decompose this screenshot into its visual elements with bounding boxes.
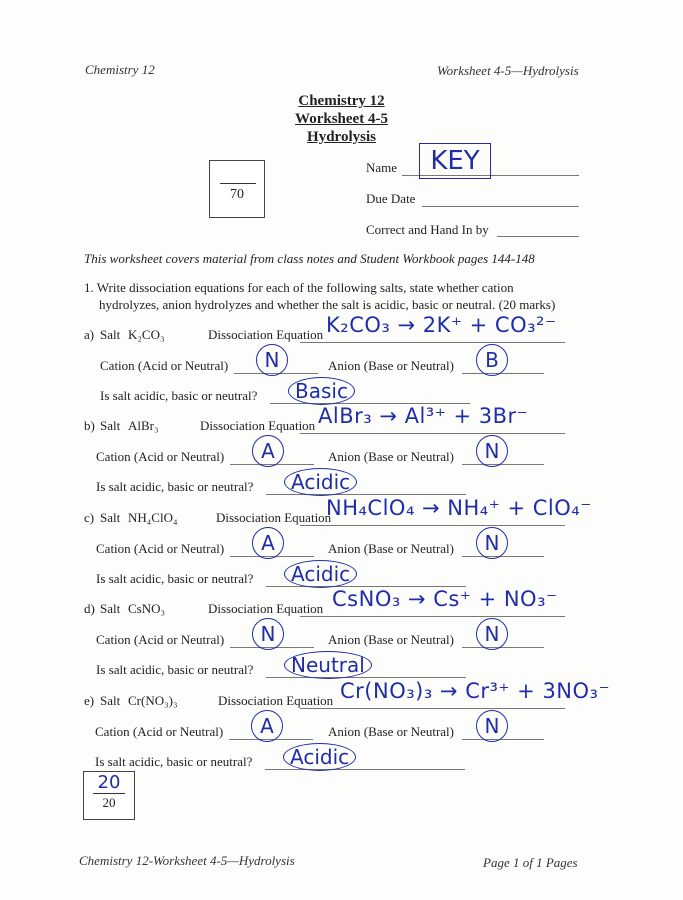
salt-label: Salt [100, 601, 121, 616]
intro-text: This worksheet covers material from class notes and Student Workbook pages 144-148 [84, 251, 535, 266]
cation-label: Cation (Acid or Neutral) [100, 358, 229, 373]
nature-label: Is salt acidic, basic or neutral? [96, 571, 254, 586]
header-right: Worksheet 4-5—Hydrolysis [437, 63, 579, 78]
nature-label: Is salt acidic, basic or neutral? [100, 388, 258, 403]
section-score-total: 20 [102, 795, 116, 810]
salt-formula: CsNO₃ [128, 601, 166, 616]
nature-label: Is salt acidic, basic or neutral? [95, 754, 253, 769]
nature-answer: Acidic [284, 560, 357, 588]
question-line-1: 1. Write dissociation equations for each of the following salts, state whether cation [84, 280, 514, 295]
dissociation-answer: CsNO₃ → Cs⁺ + NO₃⁻ [332, 587, 558, 611]
anion-label: Anion (Base or Neutral) [328, 632, 454, 647]
dissociation-field[interactable] [300, 616, 565, 617]
anion-field[interactable] [462, 647, 544, 648]
dissociation-field[interactable] [300, 525, 565, 526]
anion-label: Anion (Base or Neutral) [328, 449, 454, 464]
cation-answer: A [252, 527, 284, 559]
item-letter: b) [84, 418, 95, 433]
hand-in-label: Correct and Hand In by [366, 222, 489, 237]
name-label: Name [366, 160, 398, 175]
dissociation-label: Dissociation Equation [216, 510, 332, 525]
section-score-earned: 20 [97, 772, 121, 793]
dissociation-answer: AlBr₃ → Al³⁺ + 3Br⁻ [318, 404, 529, 428]
dissociation-field[interactable] [300, 342, 565, 343]
anion-answer: N [476, 435, 508, 467]
footer-right: Page 1 of 1 Pages [483, 855, 578, 870]
cation-answer: A [251, 710, 283, 742]
anion-field[interactable] [462, 556, 544, 557]
nature-field[interactable] [265, 769, 465, 770]
nature-field[interactable] [266, 677, 466, 678]
salt-formula: K₂CO₃ [128, 327, 165, 342]
anion-answer: B [476, 344, 508, 376]
section-score-divider [93, 793, 125, 794]
anion-field[interactable] [462, 373, 544, 374]
salt-label: Salt [100, 418, 121, 433]
anion-label: Anion (Base or Neutral) [328, 724, 454, 739]
title-course: Chemistry 12 [298, 93, 385, 109]
title-topic: Hydrolysis [307, 129, 376, 145]
score-divider [220, 183, 256, 184]
nature-field[interactable] [266, 494, 466, 495]
anion-answer: N [476, 527, 508, 559]
cation-answer: N [252, 618, 284, 650]
footer-left: Chemistry 12-Worksheet 4-5—Hydrolysis [79, 853, 295, 868]
cation-answer: N [256, 344, 288, 376]
hand-in-field[interactable] [497, 236, 579, 237]
salt-label: Salt [100, 510, 121, 525]
cation-answer: A [252, 435, 284, 467]
salt-label: Salt [100, 693, 121, 708]
dissociation-field[interactable] [300, 433, 565, 434]
nature-answer: Acidic [283, 743, 356, 771]
cation-label: Cation (Acid or Neutral) [96, 541, 225, 556]
total-score-box [209, 160, 265, 218]
dissociation-label: Dissociation Equation [208, 327, 324, 342]
total-score-denominator: 70 [230, 187, 244, 202]
anion-field[interactable] [462, 464, 544, 465]
item-letter: d) [84, 601, 95, 616]
anion-label: Anion (Base or Neutral) [328, 358, 454, 373]
header-left: Chemistry 12 [85, 62, 155, 77]
section-score-box [83, 771, 135, 820]
due-date-field[interactable] [422, 206, 579, 207]
nature-answer: Neutral [284, 651, 372, 679]
cation-label: Cation (Acid or Neutral) [96, 449, 225, 464]
salt-formula: Cr(NO₃)₃ [128, 693, 178, 708]
name-value: KEY [419, 143, 491, 179]
dissociation-answer: K₂CO₃ → 2K⁺ + CO₃²⁻ [326, 313, 557, 337]
dissociation-label: Dissociation Equation [208, 601, 324, 616]
anion-answer: N [476, 618, 508, 650]
cation-label: Cation (Acid or Neutral) [95, 724, 224, 739]
title-worksheet: Worksheet 4-5 [295, 111, 388, 127]
dissociation-answer: NH₄ClO₄ → NH₄⁺ + ClO₄⁻ [326, 496, 592, 520]
dissociation-answer: Cr(NO₃)₃ → Cr³⁺ + 3NO₃⁻ [340, 679, 611, 703]
item-letter: c) [84, 510, 95, 525]
due-date-label: Due Date [366, 191, 416, 206]
item-letter: a) [84, 327, 95, 342]
salt-formula: AlBr₃ [128, 418, 159, 433]
nature-label: Is salt acidic, basic or neutral? [96, 662, 254, 677]
dissociation-label: Dissociation Equation [218, 693, 334, 708]
dissociation-label: Dissociation Equation [200, 418, 316, 433]
nature-answer: Acidic [284, 468, 357, 496]
salt-formula: NH₄ClO₄ [128, 510, 178, 525]
salt-label: Salt [100, 327, 121, 342]
anion-field[interactable] [462, 739, 544, 740]
anion-label: Anion (Base or Neutral) [328, 541, 454, 556]
nature-label: Is salt acidic, basic or neutral? [96, 479, 254, 494]
cation-label: Cation (Acid or Neutral) [96, 632, 225, 647]
item-letter: e) [84, 693, 95, 708]
anion-answer: N [476, 710, 508, 742]
question-line-2: hydrolyzes, anion hydrolyzes and whether the salt is acidic, basic or neutral. (20 marks) [99, 297, 556, 312]
nature-answer: Basic [288, 377, 355, 405]
dissociation-field[interactable] [300, 708, 565, 709]
